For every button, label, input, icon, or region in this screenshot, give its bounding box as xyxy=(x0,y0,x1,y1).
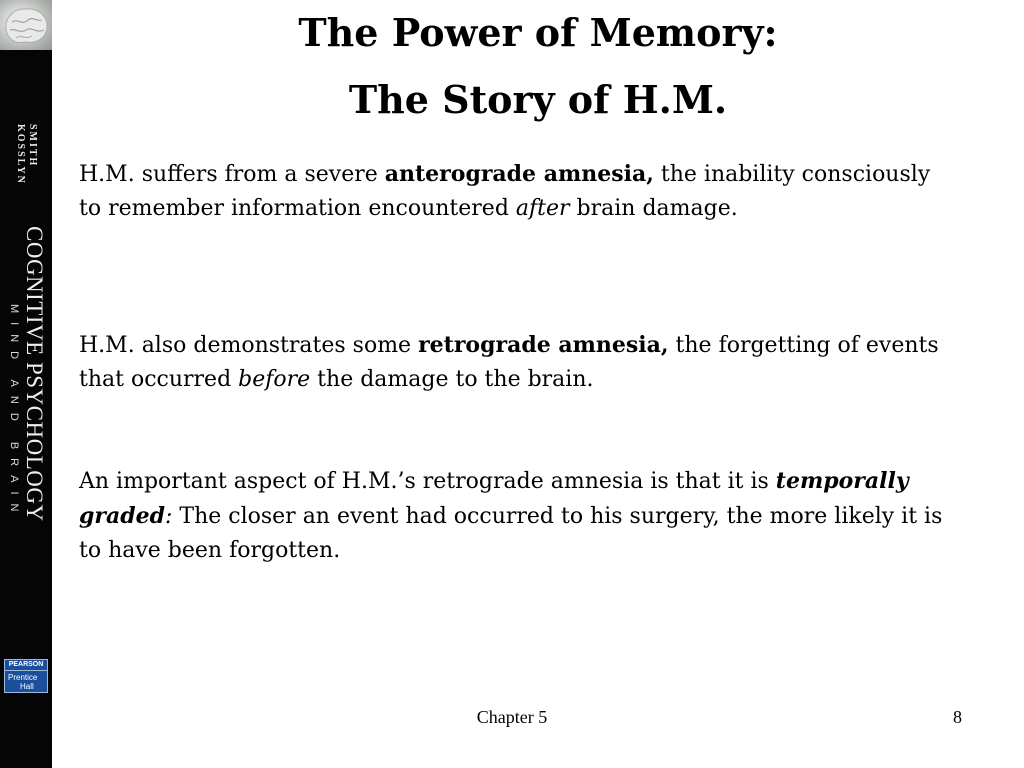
imprint-line-2: Hall xyxy=(20,682,34,691)
paragraph-text: The closer an event had occurred to his surgery, the more likely it is to have been forgotten. xyxy=(79,504,943,563)
slide-title-line-1: The Power of Memory: xyxy=(298,10,778,55)
publisher-name: PEARSON xyxy=(5,660,47,671)
brain-image-thumbnail xyxy=(0,0,52,50)
publisher-imprint xyxy=(5,671,47,691)
paragraph-text: H.M. suffers from a severe xyxy=(79,162,385,187)
emphasis-after: after xyxy=(515,196,570,221)
paragraph-temporally-graded xyxy=(79,464,959,568)
book-authors xyxy=(14,124,38,185)
paragraph-text: H.M. also demonstrates some xyxy=(79,333,419,358)
colon-italic: : xyxy=(165,504,173,529)
paragraph-text: brain damage. xyxy=(569,196,738,221)
footer-chapter-label: Chapter 5 xyxy=(476,707,548,727)
paragraph-text: the inability consciously to remember information encountered xyxy=(79,162,931,221)
emphasis-before: before xyxy=(238,367,311,392)
paragraph-text: the damage to the brain. xyxy=(310,367,594,392)
brain-icon xyxy=(0,0,52,50)
imprint-line-1: Prentice xyxy=(8,673,38,682)
book-spine-sidebar xyxy=(0,0,52,768)
author-kosslyn: KOSSLYN xyxy=(15,124,26,185)
paragraph-anterograde-amnesia xyxy=(79,157,959,226)
book-title: COGNITIVE PSYCHOLOGY xyxy=(22,226,47,522)
term-temporally-graded: temporally graded xyxy=(79,468,909,529)
paragraph-retrograde-amnesia xyxy=(79,328,959,397)
term-retrograde-amnesia: retrograde amnesia, xyxy=(418,332,669,358)
footer-page-number: 8 xyxy=(953,707,962,727)
book-subtitle: MIND AND BRAIN xyxy=(8,304,20,521)
publisher-logo xyxy=(4,659,48,693)
paragraph-text: the forgetting of events that occurred xyxy=(79,333,939,392)
slide-title-line-2: The Story of H.M. xyxy=(348,77,728,122)
paragraph-text: An important aspect of H.M.’s retrograde amnesia is that it is xyxy=(79,469,776,494)
author-smith: SMITH xyxy=(27,124,38,168)
term-anterograde-amnesia: anterograde amnesia, xyxy=(384,161,654,187)
